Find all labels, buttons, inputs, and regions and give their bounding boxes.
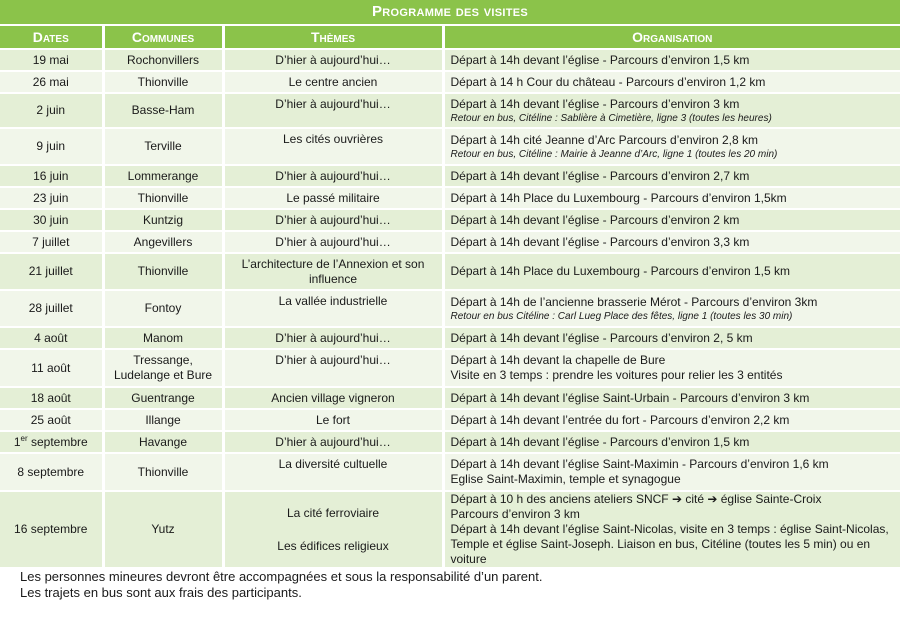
organisation-cell: Départ à 14h devant l’église - Parcours d’environ 2, 5 km [443,327,900,349]
theme-cell: Les cités ouvrières [223,128,443,165]
organisation-cell [443,349,900,387]
organisation-text: Départ à 10 h des anciens ateliers SNCF ➔ cité ➔ église Sainte-Croix [450,492,822,506]
table-row [0,253,900,290]
organisation-text: Départ à 14h devant l’église Saint-Maximin - Parcours d’environ 1,6 km [450,457,829,471]
theme-cell: D’hier à aujourd’hui… [223,349,443,387]
commune-cell: Angevillers [103,231,223,253]
table-row [0,387,900,409]
theme-cell: L’architecture de l’Annexion et son influence [223,253,443,290]
table-row [0,128,900,165]
commune-cell: Havange [103,431,223,453]
theme-cell: Le fort [223,409,443,431]
date-cell: 28 juillet [0,290,103,327]
organisation-text-4: Temple et église Saint-Joseph. Liaison en bus, Citéline (toutes les 5 min) ou en voiture [450,537,871,566]
header-communes: Communes [103,26,223,49]
table-row [0,231,900,253]
footer-notes [0,569,900,601]
theme-cell: D’hier à aujourd’hui… [223,431,443,453]
organisation-cell: Départ à 14h devant l’église - Parcours d’environ 3,3 km [443,231,900,253]
organisation-cell: Départ à 14h Place du Luxembourg - Parcours d’environ 1,5 km [443,253,900,290]
date-cell: 8 septembre [0,453,103,491]
theme-cell: Ancien village vigneron [223,387,443,409]
date-cell: 23 juin [0,187,103,209]
table-row [0,290,900,327]
table-row [0,349,900,387]
organisation-cell: Départ à 14h Place du Luxembourg - Parcours d’environ 1,5km [443,187,900,209]
table-row [0,327,900,349]
commune-cell: Illange [103,409,223,431]
commune-cell: Terville [103,128,223,165]
commune-cell: Thionville [103,71,223,93]
commune-cell: Tressange, Ludelange et Bure [103,349,223,387]
header-dates: Dates [0,26,103,49]
organisation-text-2: Visite en 3 temps : prendre les voitures pour relier les 3 entités [450,368,783,382]
commune-cell: Thionville [103,453,223,491]
organisation-text: Départ à 14h de l’ancienne brasserie Mérot - Parcours d’environ 3km [450,294,818,309]
header-organisation: Organisation [443,26,900,49]
theme-cell [223,491,443,567]
organisation-text: Départ à 14h devant la chapelle de Bure [450,353,666,367]
date-cell: 11 août [0,349,103,387]
commune-cell: Kuntzig [103,209,223,231]
organisation-text: Départ à 14h devant l’église - Parcours d’environ 3 km [450,96,740,111]
date-cell: 9 juin [0,128,103,165]
date-cell: 2 juin [0,93,103,128]
organisation-cell: Départ à 14h devant l’église Saint-Urbain - Parcours d’environ 3 km [443,387,900,409]
page-title: Programme des visites [0,0,900,24]
theme-cell: La diversité cultuelle [223,453,443,491]
date-cell: 30 juin [0,209,103,231]
organisation-cell: Départ à 14h devant l’entrée du fort - Parcours d’environ 2,2 km [443,409,900,431]
commune-cell: Guentrange [103,387,223,409]
table-row [0,49,900,71]
table-row [0,209,900,231]
visits-table [0,26,900,567]
commune-cell: Manom [103,327,223,349]
organisation-cell [443,491,900,567]
organisation-cell: Départ à 14h devant l’église - Parcours d’environ 2,7 km [443,165,900,187]
organisation-cell: Départ à 14h devant l’église - Parcours d’environ 2 km [443,209,900,231]
commune-cell: Thionville [103,253,223,290]
organisation-text-2: Eglise Saint-Maximin, temple et synagogue [450,472,681,486]
header-themes: Thèmes [223,26,443,49]
table-header-row [0,26,900,49]
date-cell [0,431,103,453]
organisation-cell [443,128,900,165]
commune-cell: Fontoy [103,290,223,327]
footer-line-minors: Les personnes mineures devront être accompagnées et sous la responsabilité d’un parent. [20,569,543,584]
date-month: septembre [27,434,88,449]
bus-note: Retour en bus Citéline : Carl Lueg Place des fêtes, ligne 1 (toutes les 30 min) [450,310,793,322]
date-cell: 16 juin [0,165,103,187]
theme-cell: La vallée industrielle [223,290,443,327]
date-cell: 26 mai [0,71,103,93]
table-row [0,93,900,128]
table-row [0,491,900,567]
bus-note: Retour en bus, Citéline : Mairie à Jeanne d’Arc, ligne 1 (toutes les 20 min) [450,148,778,160]
theme-cell: D’hier à aujourd’hui… [223,209,443,231]
date-cell: 16 septembre [0,491,103,567]
commune-cell: Yutz [103,491,223,567]
date-cell: 21 juillet [0,253,103,290]
theme-text: La cité ferroviaire [286,505,380,520]
theme-cell: D’hier à aujourd’hui… [223,165,443,187]
date-cell: 4 août [0,327,103,349]
date-ordinal: er [20,433,28,443]
bus-note: Retour en bus, Citéline : Sablière à Cimetière, ligne 3 (toutes les heures) [450,112,772,124]
organisation-cell [443,93,900,128]
date-cell: 7 juillet [0,231,103,253]
footer-line-bus: Les trajets en bus sont aux frais des participants. [20,585,302,600]
table-row [0,453,900,491]
date-cell: 25 août [0,409,103,431]
organisation-cell: Départ à 14 h Cour du château - Parcours d’environ 1,2 km [443,71,900,93]
table-row [0,187,900,209]
theme-cell: Le centre ancien [223,71,443,93]
theme-cell: Le passé militaire [223,187,443,209]
date-day: 1 [13,434,21,449]
table-row [0,431,900,453]
organisation-cell [443,290,900,327]
commune-cell: Lommerange [103,165,223,187]
table-row [0,409,900,431]
table-row [0,165,900,187]
date-cell: 19 mai [0,49,103,71]
organisation-cell: Départ à 14h devant l’église - Parcours d’environ 1,5 km [443,49,900,71]
theme-text-2: Les édifices religieux [277,538,389,553]
theme-cell: D’hier à aujourd’hui… [223,49,443,71]
theme-cell: D’hier à aujourd’hui… [223,231,443,253]
organisation-text-2: Parcours d’environ 3 km [450,507,580,521]
table-row [0,71,900,93]
commune-cell: Basse-Ham [103,93,223,128]
theme-cell: D’hier à aujourd’hui… [223,93,443,128]
theme-cell: D’hier à aujourd’hui… [223,327,443,349]
organisation-cell [443,453,900,491]
date-cell: 18 août [0,387,103,409]
organisation-text-3: Départ à 14h devant l’église Saint-Nicolas, visite en 3 temps : église Saint-Nicolas, [450,522,889,536]
organisation-text: Départ à 14h cité Jeanne d’Arc Parcours d’environ 2,8 km [450,132,758,147]
commune-cell: Thionville [103,187,223,209]
organisation-cell: Départ à 14h devant l’église - Parcours d’environ 1,5 km [443,431,900,453]
commune-cell: Rochonvillers [103,49,223,71]
